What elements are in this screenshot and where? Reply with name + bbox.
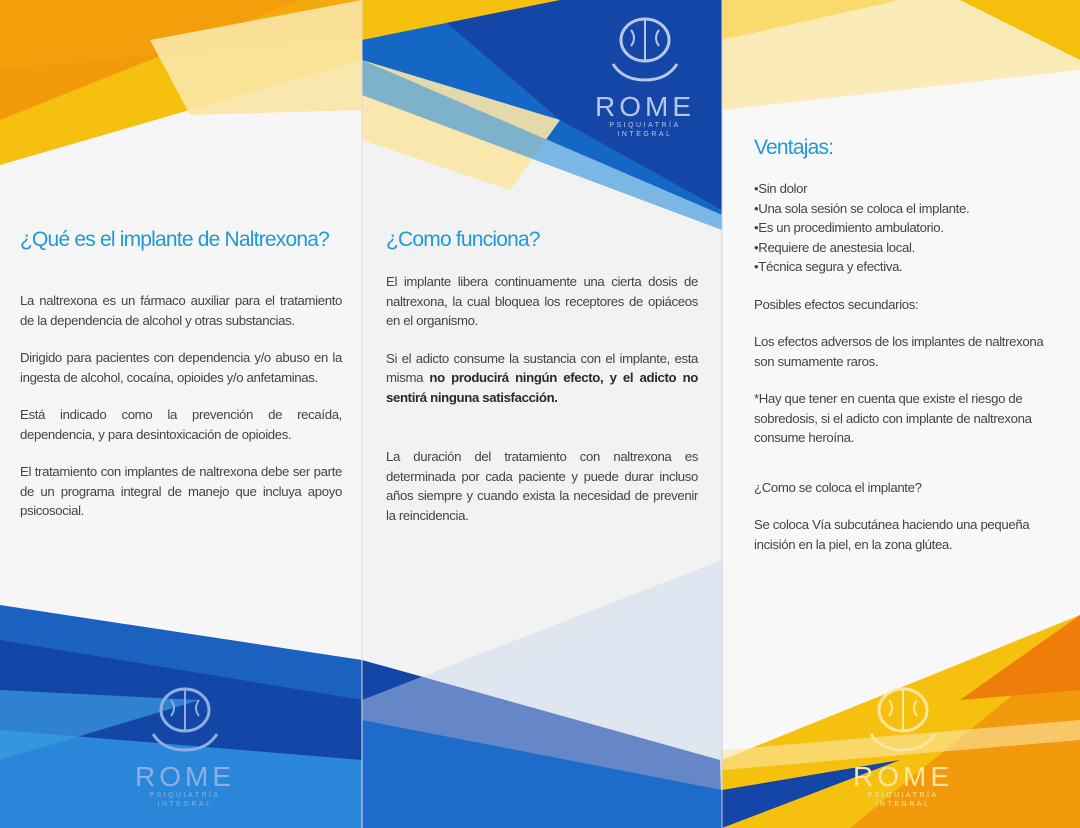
logo-bottom-right: [848, 678, 958, 809]
panel3-body: [754, 179, 1056, 572]
advantage-item: •Es un procedimiento ambulatorio.: [754, 220, 944, 235]
logo-name: ROME: [853, 761, 953, 792]
panel1-paragraph: Está indicado como la prevención de recaída, dependencia, y para desintoxicación de opioides.: [20, 407, 342, 442]
advantage-item: •Una sola sesión se coloca el implante.: [754, 200, 970, 216]
placement-answer: Se coloca Vía subcutánea haciendo una pequeña incisión en la piel, en la zona glútea.: [754, 517, 1030, 552]
panel2-paragraph: La duración del tratamiento con naltrexona es determinada por cada paciente y puede durar incluso años siempre y cuando exista la necesidad de prevenir la reincidencia.: [386, 449, 698, 523]
placement-question: ¿Como se coloca el implante?: [754, 479, 922, 495]
advantages-list: [754, 179, 1056, 277]
panel1-paragraph: El tratamiento con implantes de naltrexona debe ser parte de un programa integral de manejo que incluya apoyo psicosocial.: [20, 464, 342, 518]
logo-bottom-left: [130, 678, 240, 809]
advantage-item: •Técnica segura y efectiva.: [754, 259, 903, 274]
panel1-body: [20, 291, 342, 539]
side-effects-title: Posibles efectos secundarios:: [754, 296, 919, 312]
logo-name: ROME: [595, 91, 695, 122]
logo-top: [590, 8, 700, 139]
panel2-paragraph-effect: [386, 349, 698, 408]
panel2-paragraph: El implante libera continuamente una cierta dosis de naltrexona, la cual bloquea los receptores de opiáceos en el organismo.: [386, 274, 698, 328]
panel1-paragraph: Dirigido para pacientes con dependencia y/o abuso en la ingesta de alcohol, cocaína, opioides y/o anfetaminas.: [20, 350, 342, 385]
logo-subtitle: PSIQUIATRÍA INTEGRAL: [867, 792, 939, 808]
brain-icon: [861, 678, 945, 758]
advantage-item: •Sin dolor: [754, 181, 808, 196]
panel2-effect-bold: no producirá ningún efecto, y el adicto no sentirá ninguna satisfacción.: [386, 370, 698, 405]
logo-name: ROME: [135, 761, 235, 792]
brain-icon: [603, 8, 687, 88]
panel2-effect-intro: Si el adicto consume la sustancia con el implante, esta misma: [386, 350, 698, 385]
brain-icon: [143, 678, 227, 758]
panel2-body: [386, 272, 698, 543]
side-effects-text: Los efectos adversos de los implantes de naltrexona son sumamente raros.: [754, 334, 1044, 369]
logo-subtitle: PSIQUIATRÍA INTEGRAL: [609, 122, 681, 138]
panel3-heading: Ventajas:: [754, 136, 834, 159]
overdose-warning: *Hay que tener en cuenta que existe el riesgo de sobredosis, si el adicto con implante de naltrexona consume heroína.: [754, 391, 1032, 445]
panel1-heading: ¿Qué es el implante de Naltrexona?: [20, 228, 329, 251]
logo-subtitle: PSIQUIATRÍA INTEGRAL: [149, 792, 221, 808]
advantage-item: •Requiere de anestesia local.: [754, 239, 915, 255]
panel1-paragraph: La naltrexona es un fármaco auxiliar para el tratamiento de la dependencia de alcohol y otras substancias.: [20, 293, 342, 328]
panel2-heading: ¿Como funciona?: [386, 228, 540, 251]
